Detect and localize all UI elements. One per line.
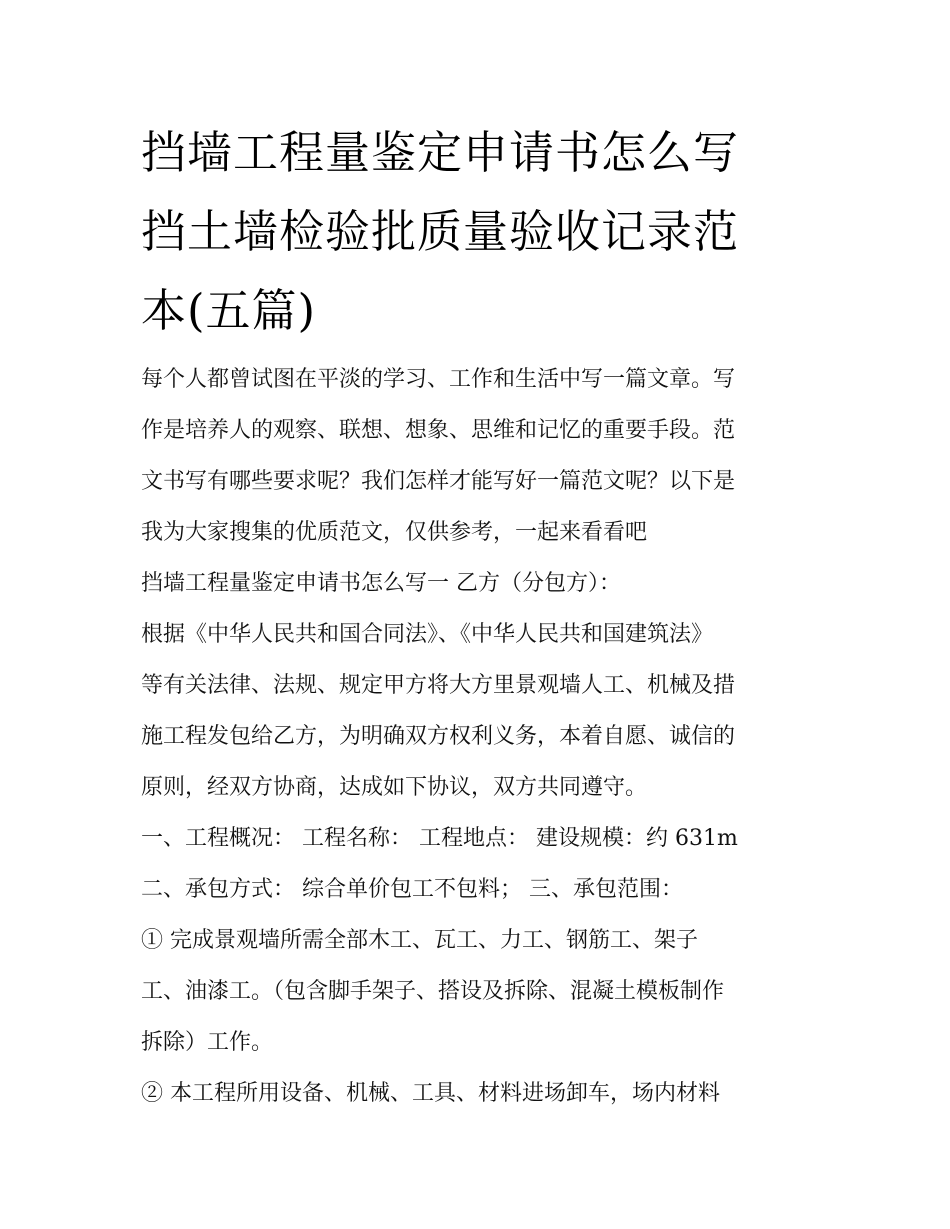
body-line: 文书写有哪些要求呢？我们怎样才能写好一篇范文呢？以下是 xyxy=(141,469,736,494)
body-line: 根据《中华人民共和国合同法》、《中华人民共和国建筑法》 xyxy=(141,622,714,647)
document-title xyxy=(141,113,841,350)
body-line: ② 本工程所用设备、机械、工具、材料进场卸车，场内材料 xyxy=(141,1081,720,1106)
body-line: 工、油漆工。（包含脚手架子、搭设及拆除、混凝土模板制作 xyxy=(141,979,725,1004)
body-line: 每个人都曾试图在平淡的学习、工作和生活中写一篇文章。写 xyxy=(141,367,736,392)
body-line: 二、承包方式： 综合单价包工不包料； 三、承包范围： xyxy=(141,877,683,902)
body-line: 拆除）工作。 xyxy=(141,1030,274,1055)
document-body xyxy=(141,354,831,1119)
body-line: ① 完成景观墙所需全部木工、瓦工、力工、钢筋工、架子 xyxy=(141,928,698,953)
title-line-1: 挡墙工程量鉴定申请书怎么写 xyxy=(141,126,740,179)
body-line: 挡墙工程量鉴定申请书怎么写一 乙方（分包方）： xyxy=(141,571,621,596)
body-line: 我为大家搜集的优质范文，仅供参考，一起来看看吧 xyxy=(141,520,648,545)
title-line-3: 本(五篇) xyxy=(141,284,317,337)
title-line-2: 挡土墙检验批质量验收记录范 xyxy=(141,205,740,258)
body-line: 等有关法律、法规、规定甲方将大方里景观墙人工、机械及措 xyxy=(141,673,736,698)
body-line: 施工程发包给乙方，为明确双方权利义务，本着自愿、诚信的 xyxy=(141,724,736,749)
body-line: 原则，经双方协商，达成如下协议，双方共同遵守。 xyxy=(141,775,648,800)
body-line: 作是培养人的观察、联想、想象、思维和记忆的重要手段。范 xyxy=(141,418,736,443)
body-line: 一、工程概况： 工程名称： 工程地点： 建设规模：约 631m xyxy=(141,826,738,851)
